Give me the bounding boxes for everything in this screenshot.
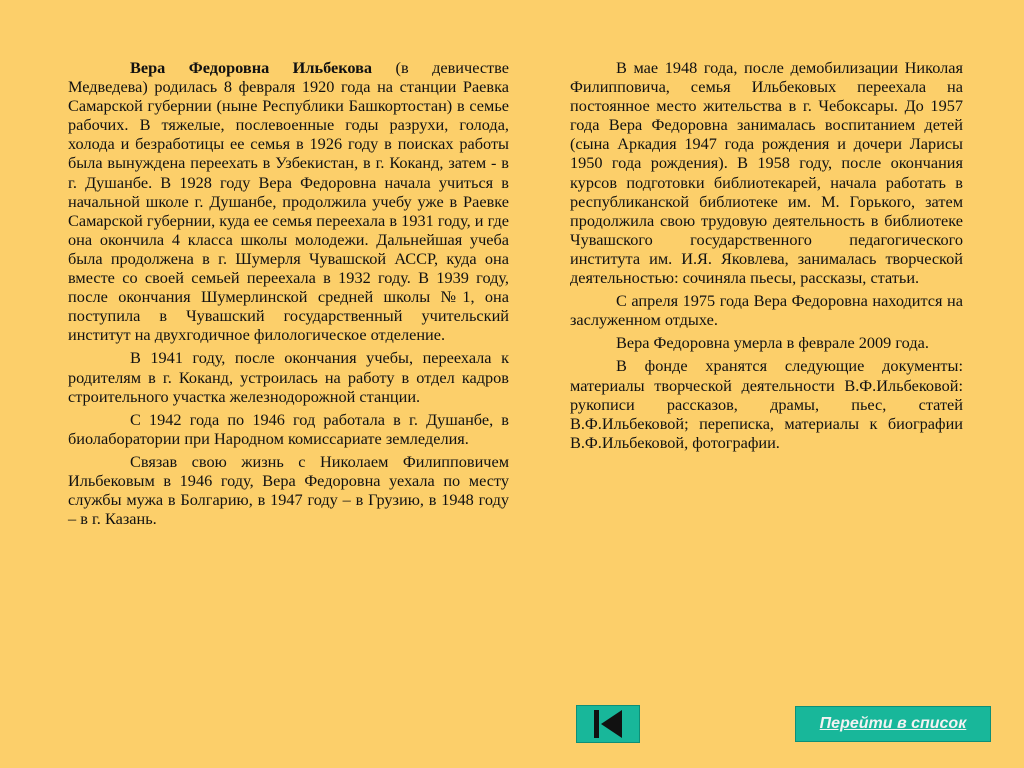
paragraph-fond: В фонде хранятся следующие документы: материалы творческой деятельности В.Ф.Ильбековой: рукописи рассказов, драмы, пьес, статей В.Ф.Ильбековой; переписка, материалы к биографии В.Ф.Ильбековой, фотографии. xyxy=(570,356,963,452)
paragraph-1941: В 1941 году, после окончания учебы, переехала к родителям в г. Коканд, устроилась на работу в отдел кадров строительного участка железнодорожной станции. xyxy=(68,348,509,406)
paragraph-1948: В мае 1948 года, после демобилизации Николая Филипповича, семья Ильбековых переехала на постоянное место жительства в г. Чебоксары. До 1957 года Вера Федоровна занималась воспитанием детей (сына Аркадия 1947 года рождения и дочери Ларисы 1950 года рождения). В 1958 году, после окончания курсов подготовки библиотекарей, начала работать в республиканской библиотеке им. М. Горького, затем продолжила свою трудовую деятельность в библиотеке Чувашского государственного педагогического института им. И.Я. Яковлева, занималась творческой деятельностью: сочиняла пьесы, рассказы, статьи. xyxy=(570,58,963,288)
paragraph-1942: С 1942 года по 1946 год работала в г. Душанбе, в биолаборатории при Народном комиссариате земледелия. xyxy=(68,409,509,448)
goto-list-link[interactable]: Перейти в список xyxy=(819,715,967,732)
skip-back-icon xyxy=(591,709,625,739)
paragraph-2009: Вера Федоровна умерла в феврале 2009 года. xyxy=(616,333,929,353)
person-name: Вера Федоровна Ильбекова xyxy=(130,58,373,77)
intro-text: (в девичестве Медведева) родилась 8 февраля 1920 года на станции Раевка Самарской губернии (ныне Республики Башкортостан) в семье рабочих. В тяжелые, послевоенные годы разрухи, голода, холода и безработицы ее семья в 1926 году в поисках работы была вынуждена переехать в Узбекистан, в г. Коканд, затем - в г. Душанбе. В 1928 году Вера Федоровна начала учиться в начальной школе г. Душанбе, продолжила учебу уже в Раевке Самарской губернии, куда ее семья переехала в 1931 году, и где она окончила 4 класса школы молодежи. Дальнейшая учеба была продолжена в г. Шумерля Чувашской АССР, куда она вместе со своей семьей переехала в 1932 году. В 1939 году, после окончания Шумерлинской средней школы №1, она поступила в Чувашский государственный учительский институт на двухгодичное филологическое отделение. xyxy=(68,58,509,345)
right-text-column xyxy=(570,58,963,456)
goto-list-button[interactable] xyxy=(795,706,991,742)
paragraph-1975: С апреля 1975 года Вера Федоровна находится на заслуженном отдыхе. xyxy=(570,291,963,330)
biography-intro-paragraph xyxy=(68,58,509,344)
left-text-column xyxy=(68,58,509,532)
back-button[interactable] xyxy=(576,705,640,743)
paragraph-1946: Связав свою жизнь с Николаем Филипповичем Ильбековым в 1946 году, Вера Федоровна уехала по месту службы мужа в Болгарию, в 1947 году – в Грузию, в 1948 году – в г. Казань. xyxy=(68,451,509,529)
